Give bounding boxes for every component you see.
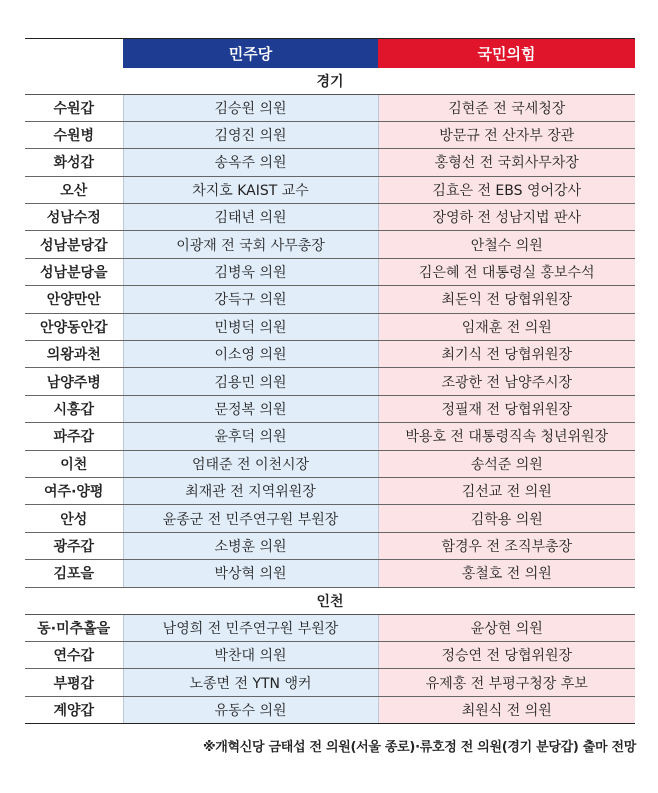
district-cell: 이천 — [25, 450, 123, 477]
ppp-candidate-cell: 조광한 전 남양주시장 — [378, 368, 635, 395]
ppp-candidate-cell: 윤상현 의원 — [378, 614, 635, 641]
democratic-candidate-cell: 송옥주 의원 — [123, 149, 378, 176]
table-row — [25, 532, 635, 559]
ppp-candidate-cell: 정승연 전 당협위원장 — [378, 641, 635, 668]
district-cell: 안양동안갑 — [25, 313, 123, 340]
democratic-candidate-cell: 박찬대 의원 — [123, 641, 378, 668]
table-row — [25, 614, 635, 641]
table-row — [25, 231, 635, 258]
ppp-candidate-cell: 김효은 전 EBS 영어강사 — [378, 176, 635, 203]
democratic-candidate-cell: 소병훈 의원 — [123, 532, 378, 559]
district-cell: 안성 — [25, 505, 123, 532]
section-row — [25, 68, 635, 95]
democratic-candidate-cell: 김병욱 의원 — [123, 258, 378, 285]
table-row — [25, 341, 635, 368]
district-cell: 시흥갑 — [25, 395, 123, 422]
district-cell: 성남분당을 — [25, 258, 123, 285]
democratic-candidate-cell: 노종면 전 YTN 앵커 — [123, 669, 378, 696]
democratic-candidate-cell: 박상혁 의원 — [123, 560, 378, 587]
ppp-candidate-cell: 함경우 전 조직부총장 — [378, 532, 635, 559]
table-row — [25, 121, 635, 148]
district-cell: 수원병 — [25, 121, 123, 148]
ppp-candidate-cell: 최기식 전 당협위원장 — [378, 341, 635, 368]
ppp-candidate-cell: 김은혜 전 대통령실 홍보수석 — [378, 258, 635, 285]
democratic-candidate-cell: 김태년 의원 — [123, 204, 378, 231]
table-row — [25, 669, 635, 696]
table-row — [25, 395, 635, 422]
header-democratic-party: 민주당 — [123, 39, 378, 68]
democratic-candidate-cell: 최재관 전 지역위원장 — [123, 477, 378, 504]
ppp-candidate-cell: 유제홍 전 부평구청장 후보 — [378, 669, 635, 696]
democratic-candidate-cell: 김영진 의원 — [123, 121, 378, 148]
table-row — [25, 368, 635, 395]
ppp-candidate-cell: 장영하 전 성남지법 판사 — [378, 204, 635, 231]
ppp-candidate-cell: 김학용 의원 — [378, 505, 635, 532]
district-cell: 오산 — [25, 176, 123, 203]
democratic-candidate-cell: 문정복 의원 — [123, 395, 378, 422]
table-row — [25, 258, 635, 285]
district-cell: 의왕과천 — [25, 341, 123, 368]
table-row — [25, 696, 635, 723]
democratic-candidate-cell: 유동수 의원 — [123, 696, 378, 723]
democratic-candidate-cell: 김용민 의원 — [123, 368, 378, 395]
district-cell: 김포을 — [25, 560, 123, 587]
section-row — [25, 587, 635, 614]
footnote: ※개혁신당 금태섭 전 의원(서울 종로)·류호정 전 의원(경기 분당갑) 출마 전망 — [202, 740, 636, 755]
ppp-candidate-cell: 송석준 의원 — [378, 450, 635, 477]
table-row — [25, 641, 635, 668]
section-title: 경기 — [25, 68, 635, 95]
democratic-candidate-cell: 차지호 KAIST 교수 — [123, 176, 378, 203]
district-cell: 남양주병 — [25, 368, 123, 395]
ppp-candidate-cell: 최원식 전 의원 — [378, 696, 635, 723]
ppp-candidate-cell: 홍철호 전 의원 — [378, 560, 635, 587]
table-row — [25, 204, 635, 231]
table-row — [25, 94, 635, 121]
ppp-candidate-cell: 안철수 의원 — [378, 231, 635, 258]
header-people-power-party: 국민의힘 — [378, 39, 635, 68]
table-row — [25, 450, 635, 477]
ppp-candidate-cell: 박용호 전 대통령직속 청년위원장 — [378, 423, 635, 450]
district-cell: 성남수정 — [25, 204, 123, 231]
district-cell: 계양갑 — [25, 696, 123, 723]
header-district — [25, 39, 123, 68]
district-cell: 파주갑 — [25, 423, 123, 450]
democratic-candidate-cell: 김승원 의원 — [123, 94, 378, 121]
democratic-candidate-cell: 엄태준 전 이천시장 — [123, 450, 378, 477]
table-body — [25, 68, 635, 724]
district-cell: 여주·양평 — [25, 477, 123, 504]
table-row — [25, 286, 635, 313]
ppp-candidate-cell: 김선교 전 의원 — [378, 477, 635, 504]
table-row — [25, 477, 635, 504]
ppp-candidate-cell: 김현준 전 국세청장 — [378, 94, 635, 121]
democratic-candidate-cell: 윤후덕 의원 — [123, 423, 378, 450]
democratic-candidate-cell: 이광재 전 국회 사무총장 — [123, 231, 378, 258]
candidates-table — [25, 38, 635, 724]
ppp-candidate-cell: 홍형선 전 국회사무차장 — [378, 149, 635, 176]
table-row — [25, 560, 635, 587]
ppp-candidate-cell: 임재훈 전 의원 — [378, 313, 635, 340]
district-cell: 연수갑 — [25, 641, 123, 668]
table-header-row — [25, 39, 635, 68]
section-title: 인천 — [25, 587, 635, 614]
district-cell: 동·미추홀을 — [25, 614, 123, 641]
democratic-candidate-cell: 남영희 전 민주연구원 부원장 — [123, 614, 378, 641]
table-row — [25, 149, 635, 176]
district-cell: 광주갑 — [25, 532, 123, 559]
democratic-candidate-cell: 윤종군 전 민주연구원 부원장 — [123, 505, 378, 532]
district-cell: 안양만안 — [25, 286, 123, 313]
district-cell: 성남분당갑 — [25, 231, 123, 258]
table-row — [25, 313, 635, 340]
ppp-candidate-cell: 방문규 전 산자부 장관 — [378, 121, 635, 148]
democratic-candidate-cell: 민병덕 의원 — [123, 313, 378, 340]
ppp-candidate-cell: 최돈익 전 당협위원장 — [378, 286, 635, 313]
district-cell: 수원갑 — [25, 94, 123, 121]
district-cell: 부평갑 — [25, 669, 123, 696]
table-row — [25, 505, 635, 532]
district-cell: 화성갑 — [25, 149, 123, 176]
democratic-candidate-cell: 이소영 의원 — [123, 341, 378, 368]
ppp-candidate-cell: 정필재 전 당협위원장 — [378, 395, 635, 422]
candidates-table-container — [25, 38, 635, 724]
table-row — [25, 176, 635, 203]
table-row — [25, 423, 635, 450]
democratic-candidate-cell: 강득구 의원 — [123, 286, 378, 313]
